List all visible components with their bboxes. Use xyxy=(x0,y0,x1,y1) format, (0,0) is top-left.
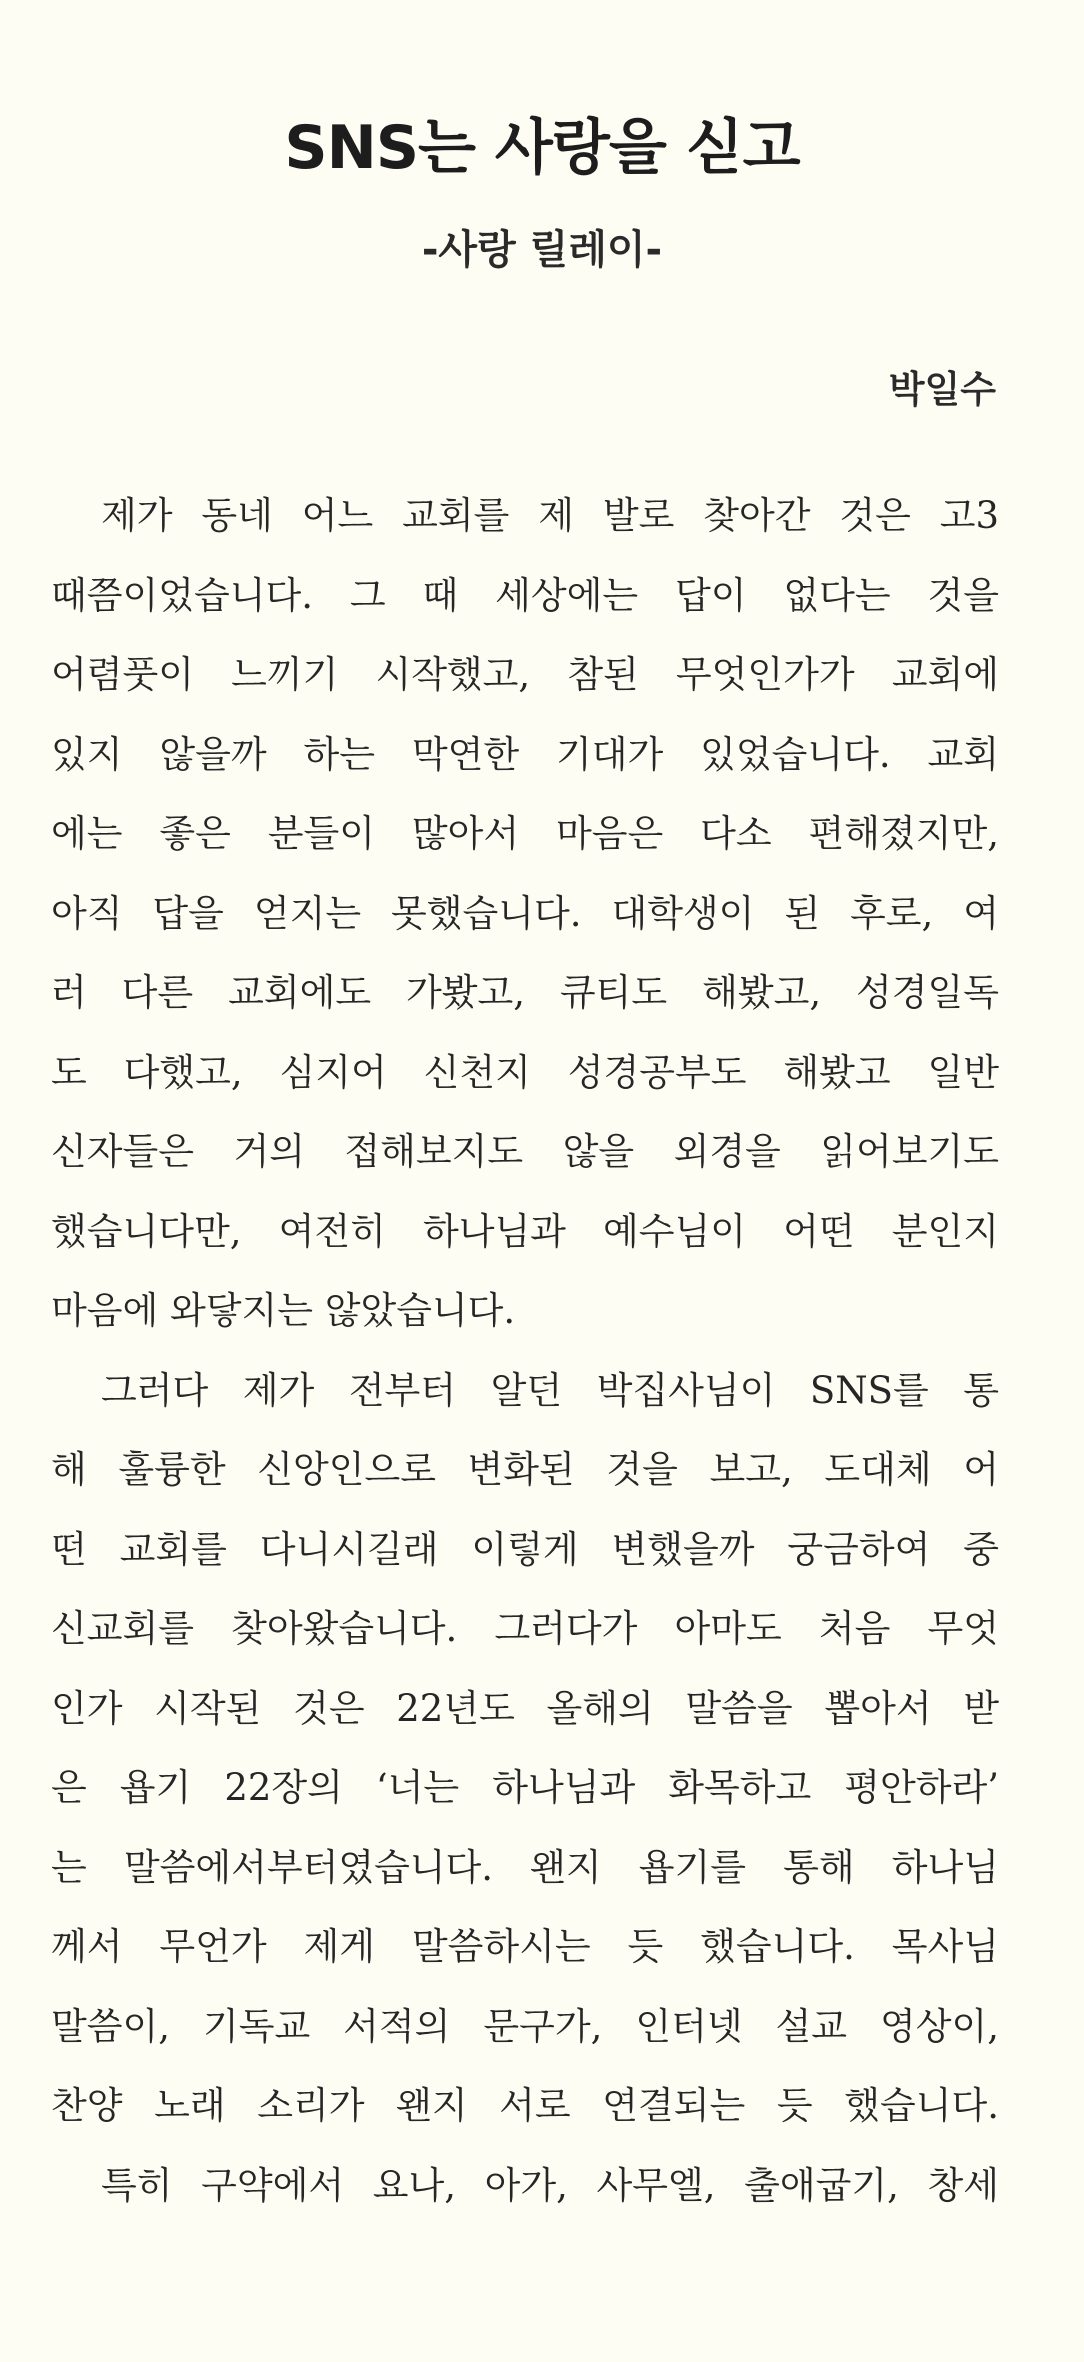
text-line: 어렴풋이 느끼기 시작했고, 참된 무엇인가가 교회에 xyxy=(51,653,999,696)
document-title: SNS는 사랑을 싣고 xyxy=(284,113,800,183)
text-line: 에는 좋은 분들이 많아서 마음은 다소 편해졌지만, xyxy=(51,812,999,855)
text-line: 러 다른 교회에도 가봤고, 큐티도 해봤고, 성경일독 xyxy=(51,971,999,1014)
text-line: 제가 동네 어느 교회를 제 발로 찾아간 것은 고3 xyxy=(101,494,999,537)
text-line: 마음에 와닿지는 않았습니다. xyxy=(51,1289,516,1332)
author-name: 박일수 xyxy=(888,368,996,411)
text-line: 떤 교회를 다니시길래 이렇게 변했을까 궁금하여 중 xyxy=(51,1527,999,1571)
text-line: 때쯤이었습니다. 그 때 세상에는 답이 없다는 것을 xyxy=(51,573,999,617)
text-line: 해 훌륭한 신앙인으로 변화된 것을 보고, 도대체 어 xyxy=(51,1448,999,1491)
text-line: 찬양 노래 소리가 왠지 서로 연결되는 듯 했습니다. xyxy=(51,2084,999,2127)
body-text xyxy=(51,478,999,2227)
text-line: 은 욥기 22장의 ‘너는 하나님과 화목하고 평안하라’ xyxy=(51,1766,999,1809)
text-line: 특히 구약에서 요나, 아가, 사무엘, 출애굽기, 창세 xyxy=(101,2163,999,2207)
text-line: 인가 시작된 것은 22년도 올해의 말씀을 뽑아서 받 xyxy=(51,1686,999,1730)
text-line: 아직 답을 얻지는 못했습니다. 대학생이 된 후로, 여 xyxy=(51,891,999,935)
document-subtitle: -사랑 릴레이- xyxy=(421,227,663,273)
text-line: 그러다 제가 전부터 알던 박집사님이 SNS를 통 xyxy=(101,1368,999,1412)
text-line: 말씀이, 기독교 서적의 문구가, 인터넷 설교 영상이, xyxy=(51,2004,999,2048)
text-line: 께서 무언가 제게 말씀하시는 듯 했습니다. 목사님 xyxy=(51,1925,999,1968)
text-line: 있지 않을까 하는 막연한 기대가 있었습니다. 교회 xyxy=(51,732,999,776)
text-line: 는 말씀에서부터였습니다. 왠지 욥기를 통해 하나님 xyxy=(51,1845,999,1889)
text-line: 했습니다만, 여전히 하나님과 예수님이 어떤 분인지 xyxy=(51,1209,999,1253)
text-line: 도 다했고, 심지어 신천지 성경공부도 해봤고 일반 xyxy=(51,1050,999,1094)
text-line: 신교회를 찾아왔습니다. 그러다가 아마도 처음 무엇 xyxy=(51,1607,999,1650)
text-line: 신자들은 거의 접해보지도 않을 외경을 읽어보기도 xyxy=(51,1130,999,1173)
